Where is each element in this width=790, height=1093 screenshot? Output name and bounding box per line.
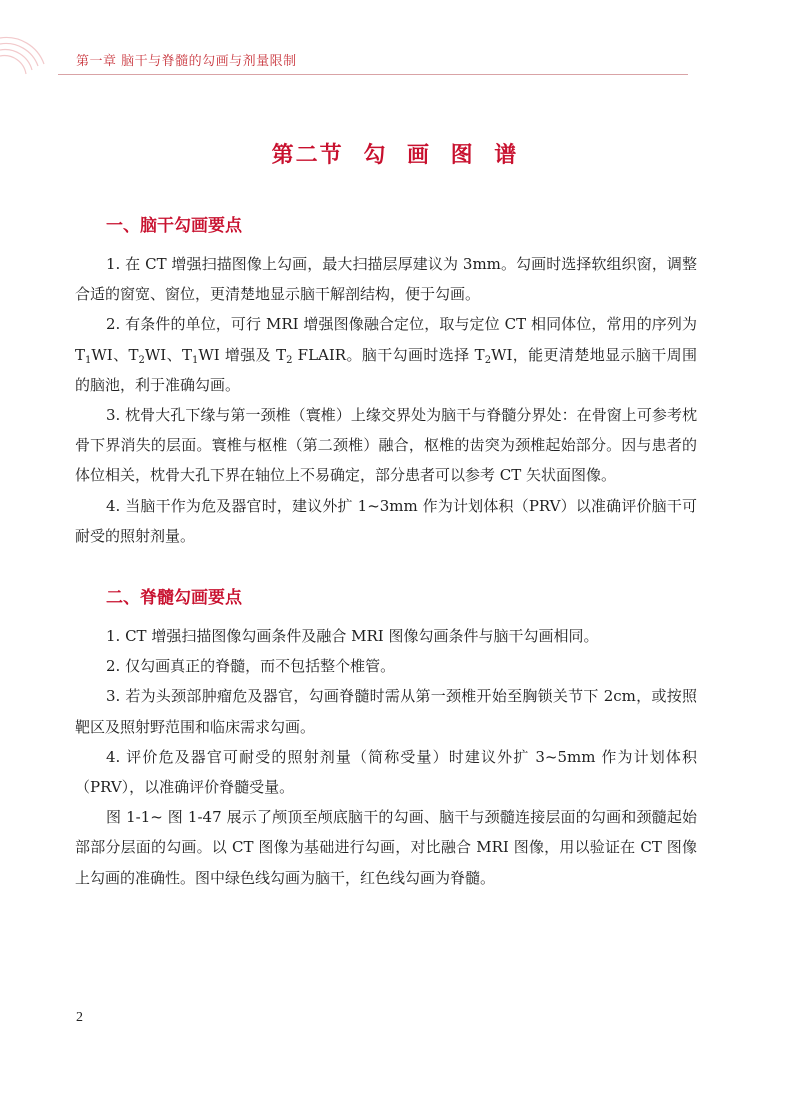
paragraph-8: 4. 评价危及器官可耐受的照射剂量（简称受量）时建议外扩 3~5mm 作为计划体积（PRV），以准确评价脊髓受量。 xyxy=(75,747,697,797)
paragraph-4: 4. 当脑干作为危及器官时，建议外扩 1~3mm 作为计划体积（PRV）以准确评价脑干可耐受的照射剂量。 xyxy=(75,496,697,545)
heading-spinal-cord: 二、脊髓勾画要点 xyxy=(106,588,242,608)
brainstem-points xyxy=(75,249,697,551)
paragraph-7: 3. 若为头颈部肿瘤危及器官，勾画脊髓时需从第一颈椎开始至胸锁关节下 2cm，或按照靶区及照射野范围和临床需求勾画。 xyxy=(75,687,697,736)
section-title: 第二节 勾 画 图 谱 xyxy=(271,143,519,168)
paragraph-3: 3. 枕骨大孔下缘与第一颈椎（寰椎）上缘交界处为脑干与脊髓分界处：在骨窗上可参考枕骨下界消失的层面。寰椎与枢椎（第二颈椎）融合，枢椎的齿突为颈椎起始部分。因与患者的体位相关，枕骨大孔下界在轴位上不易确定，部分患者可以参考 CT 矢状面图像。 xyxy=(75,406,697,485)
spinal-cord-points xyxy=(75,621,697,893)
header-rule xyxy=(58,74,688,75)
heading-brainstem: 一、脑干勾画要点 xyxy=(106,216,242,236)
paragraph-9: 图 1-1~ 图 1-47 展示了颅顶至颅底脑干的勾画、脑干与颈髓连接层面的勾画和颈髓起始部部分层面的勾画。以 CT 图像为基础进行勾画，对比融合 MRI 图像，用以验证在 CT 图像上勾画的准确性。图中绿色线勾画为脑干，红色线勾画为脊髓。 xyxy=(75,808,697,887)
paragraph-5: 1. CT 增强扫描图像勾画条件及融合 MRI 图像勾画条件与脑干勾画相同。 xyxy=(106,627,599,645)
decorative-arcs xyxy=(0,28,62,88)
paragraph-6: 2. 仅勾画真正的脊髓，而不包括整个椎管。 xyxy=(106,657,396,676)
paragraph-1: 1. 在 CT 增强扫描图像上勾画，最大扫描层厚建议为 3mm。勾画时选择软组织窗，调整合适的窗宽、窗位，更清楚地显示脑干解剖结构，便于勾画。 xyxy=(75,255,697,304)
paragraph-2: 2. 有条件的单位，可行 MRI 增强图像融合定位，取与定位 CT 相同体位，常用的序列为 $T_1WI$、$T_2WI$、$T_1WI$ 增强及 $T_2$ FLAIR。脑干勾画时选择 $T_2WI$，能更清楚地显示脑干周围的脑池，利于准确勾画。 xyxy=(75,315,697,394)
page-number: 2 xyxy=(76,1010,83,1025)
running-header: 第一章 脑干与脊髓的勾画与剂量限制 xyxy=(76,54,297,69)
